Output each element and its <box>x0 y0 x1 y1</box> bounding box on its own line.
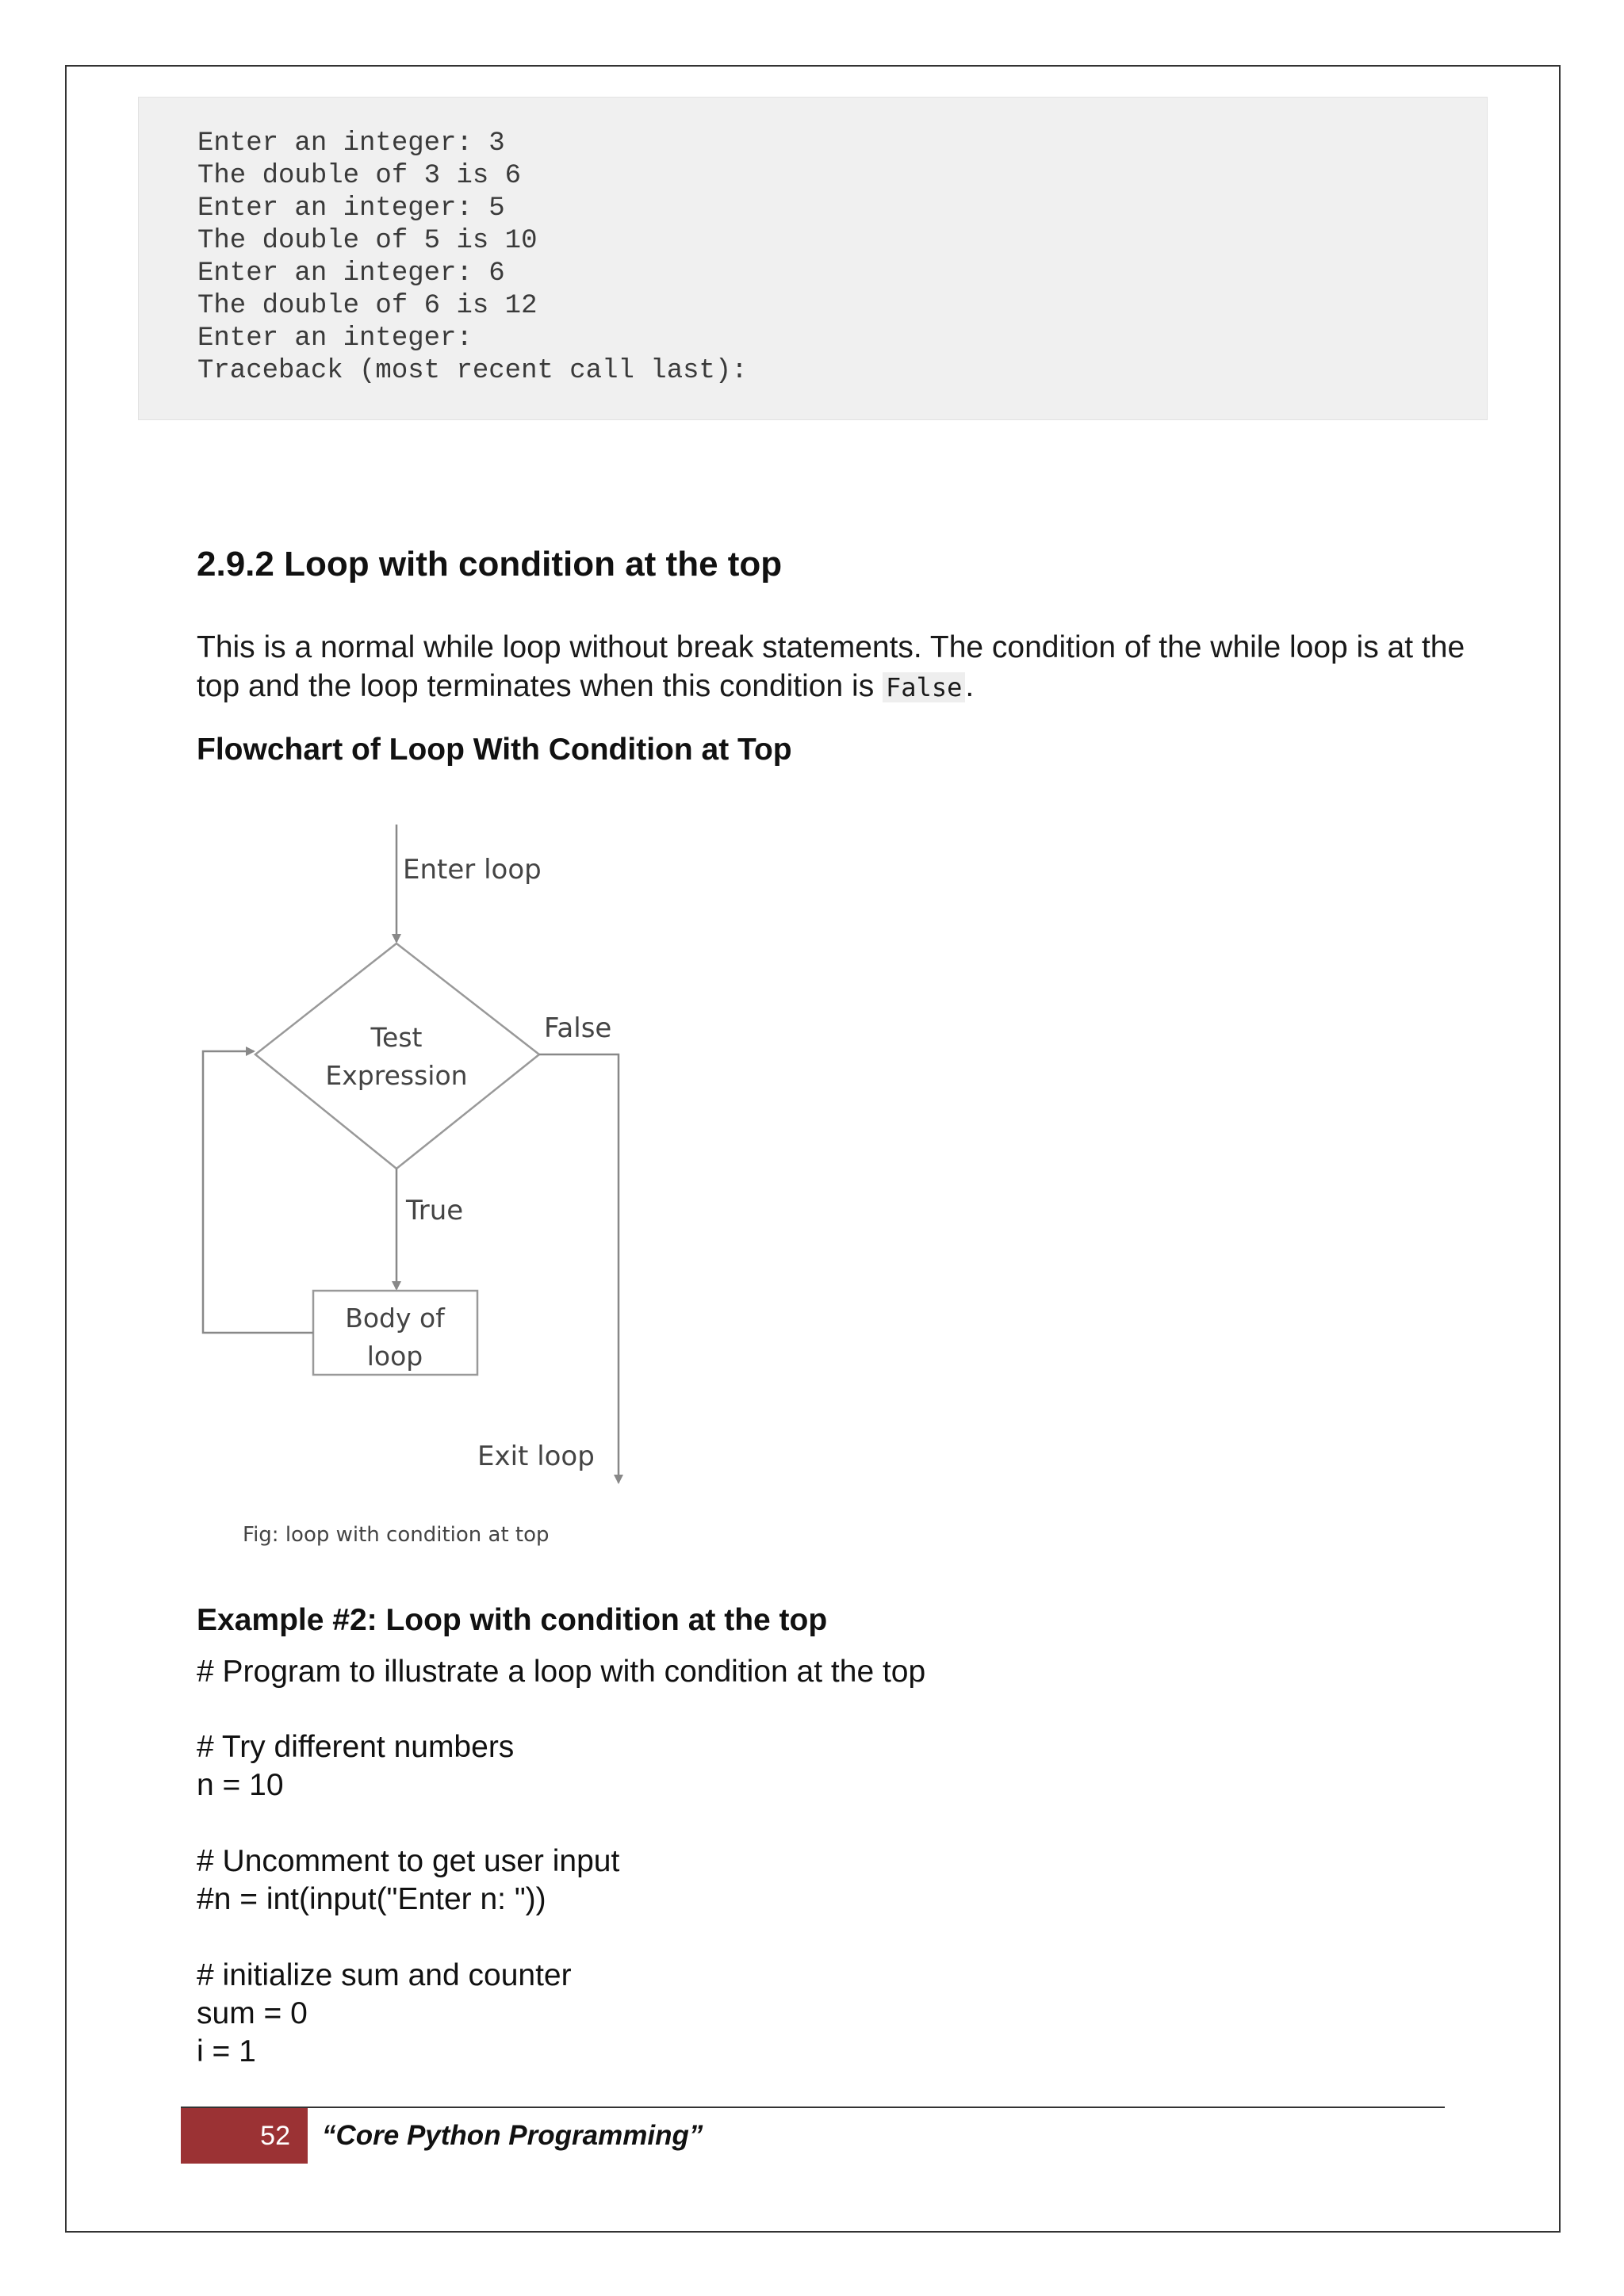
example-code-line: # Program to illustrate a loop with condition at the top <box>197 1655 926 1689</box>
true-label: True <box>406 1195 464 1226</box>
section-heading: 2.9.2 Loop with condition at the top <box>197 545 783 584</box>
example-code-line: i = 1 <box>197 2034 256 2068</box>
output-line: The double of 5 is 10 <box>197 226 538 256</box>
decision-diamond <box>255 943 539 1169</box>
output-line: Enter an integer: <box>197 323 473 354</box>
false-label: False <box>544 1012 612 1044</box>
example-code-line: #n = int(input("Enter n: ")) <box>197 1882 546 1916</box>
page-number: 52 <box>181 2108 308 2164</box>
output-line: Enter an integer: 6 <box>197 258 505 289</box>
test-label: Test <box>370 1022 423 1053</box>
false-exit-arrow <box>539 1054 619 1483</box>
output-line: The double of 6 is 12 <box>197 291 538 321</box>
enter-loop-label: Enter loop <box>403 854 542 886</box>
expression-label: Expression <box>325 1060 468 1091</box>
output-line: Traceback (most recent call last): <box>197 356 748 386</box>
inline-code-false: False <box>883 672 965 702</box>
example-code-line: # initialize sum and counter <box>197 1958 572 1992</box>
output-line: Enter an integer: 3 <box>197 128 505 159</box>
output-code-block <box>138 97 1488 420</box>
example-code-line: # Uncomment to get user input <box>197 1844 620 1878</box>
exit-loop-label: Exit loop <box>477 1441 595 1472</box>
flowchart-diagram <box>190 815 634 1560</box>
loop-label: loop <box>366 1341 423 1372</box>
figure-caption: Fig: loop with condition at top <box>243 1523 550 1547</box>
footer-book-title: “Core Python Programming” <box>322 2120 703 2151</box>
output-line: Enter an integer: 5 <box>197 193 505 224</box>
example-code-line: sum = 0 <box>197 1996 308 2030</box>
example-title: Example #2: Loop with condition at the top <box>197 1603 828 1637</box>
flowchart-heading: Flowchart of Loop With Condition at Top <box>197 733 792 767</box>
loop-back-arrow <box>203 1051 313 1333</box>
example-code-line: n = 10 <box>197 1768 284 1802</box>
output-line: The double of 3 is 6 <box>197 161 522 191</box>
paragraph-end: . <box>965 669 975 703</box>
paragraph-text: This is a normal while loop without break statements. The condition of the while loop is at the top and the loop terminates when this condition is <box>197 630 1465 703</box>
example-code-line: # Try different numbers <box>197 1730 515 1764</box>
body-of-label: Body of <box>345 1303 445 1334</box>
section-paragraph <box>197 628 1481 707</box>
